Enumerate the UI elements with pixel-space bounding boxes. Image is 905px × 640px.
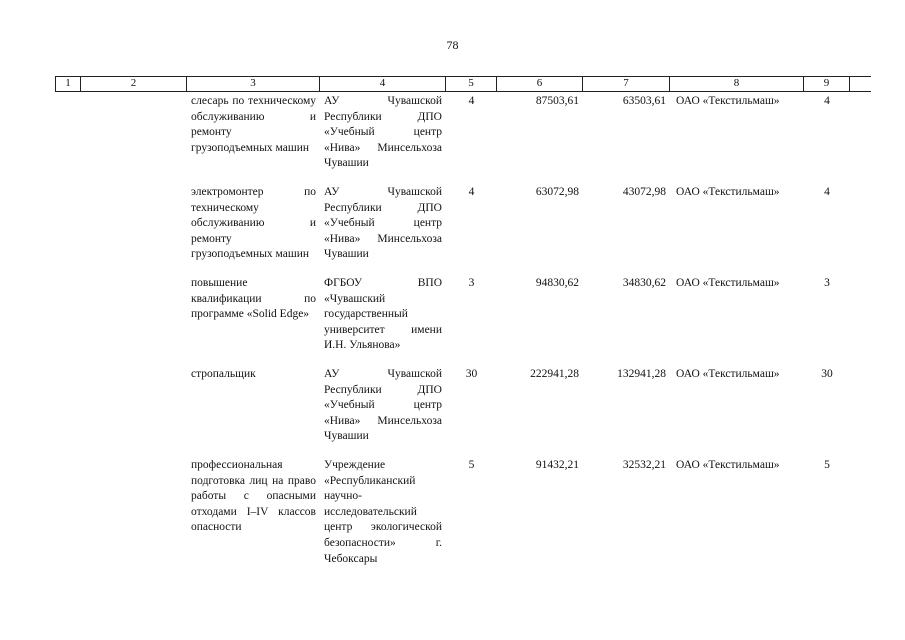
row-col-1 [55, 276, 81, 367]
row-col-1 [55, 94, 81, 185]
row-organization: ОАО «Текстильмаш» [676, 95, 780, 107]
header-col-4: 4 [320, 77, 446, 91]
row-institution: АУ Чувашской Республики ДПО «Учебный центр «Нива» Минсельхоза Чувашии [324, 186, 442, 261]
header-col-5: 5 [446, 77, 497, 91]
page-number: 78 [446, 38, 459, 52]
row-trained: 30 [821, 368, 833, 380]
row-institution: Учреждение «Республиканский научно-исследовательский центр экологической безопасности» г. Чебоксары [324, 459, 442, 565]
row-total-cost: 87503,61 [535, 95, 579, 107]
table-row [55, 185, 871, 276]
header-col-3: 3 [187, 77, 320, 91]
header-col-7: 7 [583, 77, 670, 91]
row-count: 5 [468, 459, 475, 471]
row-subsidy: 43072,98 [622, 186, 666, 198]
row-institution: АУ Чувашской Республики ДПО «Учебный центр «Нива» Минсельхоза Чувашии [324, 368, 442, 443]
row-organization: ОАО «Текстильмаш» [676, 368, 780, 380]
row-specialty: стропальщик [191, 368, 256, 380]
row-trained: 3 [824, 277, 830, 289]
table-row [55, 367, 871, 458]
row-col-2 [81, 94, 187, 185]
header-col-8: 8 [670, 77, 804, 91]
row-specialty: повышение квалификации по программе «Solid Edge» [191, 277, 316, 321]
row-organization: ОАО «Текстильмаш» [676, 277, 780, 289]
table-body [55, 94, 871, 565]
row-subsidy: 32532,21 [622, 459, 666, 471]
table-row [55, 94, 871, 185]
header-col-1: 1 [55, 77, 81, 91]
row-institution: ФГБОУ ВПО «Чувашский государственный университет имени И.Н. Ульянова» [324, 277, 442, 352]
row-total-cost: 94830,62 [535, 277, 579, 289]
row-col-1 [55, 367, 81, 458]
row-count: 4 [468, 95, 475, 107]
row-col-1 [55, 458, 81, 558]
row-count: 3 [468, 277, 475, 289]
row-subsidy: 63503,61 [622, 95, 666, 107]
header-col-9: 9 [804, 77, 850, 91]
header-col-6: 6 [497, 77, 583, 91]
row-col-2 [81, 367, 187, 458]
row-total-cost: 91432,21 [535, 459, 579, 471]
row-organization: ОАО «Текстильмаш» [676, 459, 780, 471]
row-subsidy: 34830,62 [622, 277, 666, 289]
row-count: 30 [465, 368, 478, 380]
row-institution: АУ Чувашской Республики ДПО «Учебный центр «Нива» Минсельхоза Чувашии [324, 95, 442, 170]
table-header [55, 76, 871, 92]
table-row [55, 458, 871, 565]
row-specialty: электромонтер по техническому обслуживанию и ремонту грузоподъемных машин [191, 186, 316, 261]
row-total-cost: 222941,28 [530, 368, 579, 380]
row-count: 4 [468, 186, 475, 198]
row-specialty: слесарь по техническому обслуживанию и ремонту грузоподъемных машин [191, 95, 316, 154]
table-row [55, 276, 871, 367]
row-col-2 [81, 276, 187, 367]
row-col-1 [55, 185, 81, 276]
row-trained: 4 [824, 95, 830, 107]
row-trained: 5 [824, 459, 830, 471]
row-col-2 [81, 458, 187, 558]
row-organization: ОАО «Текстильмаш» [676, 186, 780, 198]
row-specialty: профессиональная подготовка лиц на право работы с опасными отходами I–IV классов опасности [191, 459, 316, 534]
row-total-cost: 63072,98 [535, 186, 579, 198]
row-trained: 4 [824, 186, 830, 198]
header-col-2: 2 [81, 77, 187, 91]
row-subsidy: 132941,28 [617, 368, 666, 380]
row-col-2 [81, 185, 187, 276]
